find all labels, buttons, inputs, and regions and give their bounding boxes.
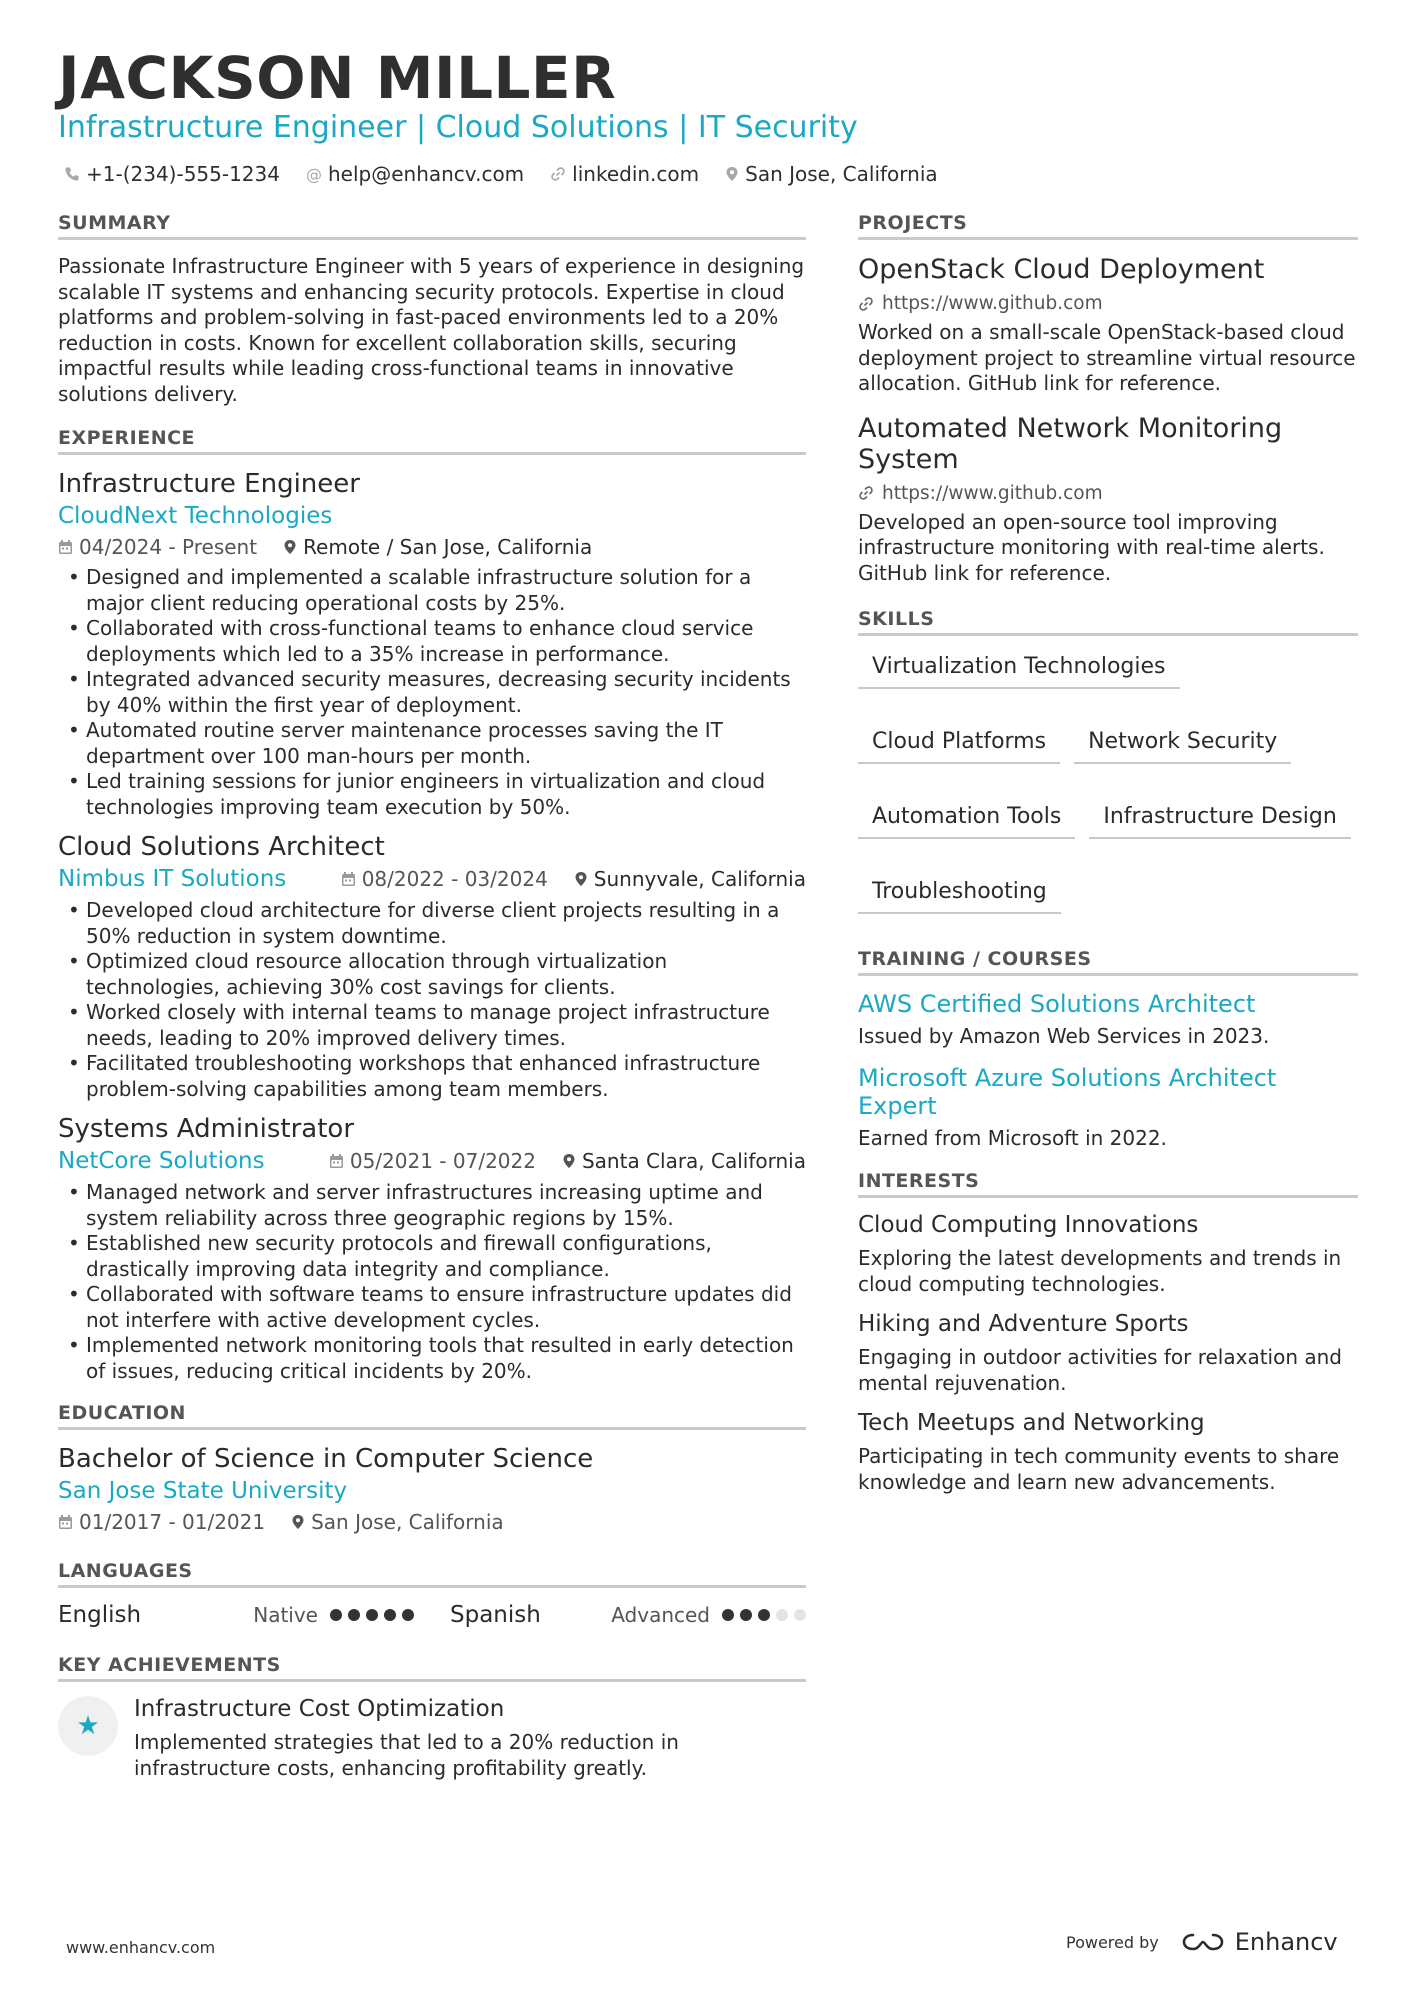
experience-section [58, 427, 806, 1384]
rating-dot-filled [330, 1609, 342, 1621]
education-dates-text: 01/2017 - 01/2021 [79, 1510, 266, 1534]
job-dates [341, 867, 548, 891]
project-text: Worked on a small-scale OpenStack-based cloud deployment project to streamline virtual resource allocation. GitHub link for reference. [858, 320, 1356, 395]
project-item [858, 413, 1358, 587]
job-bullets [58, 565, 806, 820]
job-bullet: • Led training sessions for junior engineers in virtualization and cloud technologies improving team execution by 50%. [58, 769, 806, 820]
education-location [291, 1510, 504, 1534]
job-entry [58, 1114, 806, 1384]
rating-dot-filled [366, 1609, 378, 1621]
training-section [858, 948, 1358, 1150]
interest-title: Cloud Computing Innovations [858, 1212, 1199, 1238]
rating-dot-filled [758, 1609, 770, 1621]
at-sign-icon: @ [305, 164, 322, 184]
achievement-text: Implemented strategies that led to a 20% reduction in infrastructure costs, enhancing profitability greatly. [134, 1730, 679, 1780]
experience-title: EXPERIENCE [58, 427, 806, 455]
job-entry [58, 469, 806, 820]
contact-location [725, 162, 938, 186]
job-bullet: • Designed and implemented a scalable infrastructure solution for a major client reducing operational costs by 25%. [58, 565, 806, 616]
job-company: CloudNext Technologies [58, 503, 333, 529]
languages-row [58, 1602, 806, 1628]
training-title: TRAINING / COURSES [858, 948, 1358, 976]
calendar-icon [329, 1153, 344, 1169]
contact-bar [64, 162, 938, 186]
skills-title: SKILLS [858, 608, 1358, 636]
interest-item [858, 1311, 1358, 1396]
language-level: Advanced [611, 1603, 710, 1627]
calendar-icon [58, 539, 73, 555]
summary-text: Passionate Infrastructure Engineer with 5 years of experience in designing scalable IT systems and enhancing security protocols. Expertise in cloud platforms and problem-solving in fast-paced environments led to a 20% reduction in costs. Known for excellent collaboration skills, securing impactful results while leading cross-functional teams in innovative solutions delivery. [58, 254, 805, 406]
education-location-text: San Jose, California [311, 1510, 504, 1534]
job-bullet: • Collaborated with software teams to ensure infrastructure updates did not interfere with active development cycles. [58, 1282, 806, 1333]
rating-dot-filled [402, 1609, 414, 1621]
education-title: EDUCATION [58, 1402, 806, 1430]
job-bullet: • Facilitated troubleshooting workshops that enhanced infrastructure problem-solving capabilities among team members. [58, 1051, 806, 1102]
job-bullet: • Automated routine server maintenance processes saving the IT department over 100 man-hours per month. [58, 718, 806, 769]
contact-email-text: help@enhancv.com [327, 162, 525, 186]
job-location [283, 535, 592, 559]
languages-section [58, 1560, 806, 1628]
interest-title: Tech Meetups and Networking [858, 1410, 1205, 1436]
achievement-title: Infrastructure Cost Optimization [134, 1696, 505, 1722]
job-entry [58, 832, 806, 1102]
footer-website[interactable]: www.enhancv.com [66, 1938, 216, 1957]
job-role: Systems Administrator [58, 1114, 355, 1144]
achievements-title: KEY ACHIEVEMENTS [58, 1654, 806, 1682]
language-rating [330, 1609, 414, 1621]
job-location-text: Remote / San Jose, California [303, 535, 593, 559]
job-location [574, 867, 806, 891]
project-item [858, 254, 1358, 397]
education-meta [58, 1510, 806, 1534]
job-bullet: • Implemented network monitoring tools that resulted in early detection of issues, reducing critical incidents by 20%. [58, 1333, 806, 1384]
job-role: Cloud Solutions Architect [58, 832, 385, 862]
skill-tag: Virtualization Technologies [858, 650, 1180, 689]
job-meta [341, 867, 806, 891]
skill-tag: Cloud Platforms [858, 725, 1060, 764]
link-icon [550, 166, 566, 182]
brand-name: Enhancv [1234, 1928, 1338, 1956]
course-title: Microsoft Azure Solutions Architect Expert [858, 1064, 1277, 1120]
summary-title: SUMMARY [58, 212, 806, 240]
rating-dot-filled [740, 1609, 752, 1621]
language-level: Native [253, 1603, 318, 1627]
job-location [562, 1149, 806, 1173]
project-title: OpenStack Cloud Deployment [858, 254, 1265, 285]
language-rating [722, 1609, 806, 1621]
job-company: Nimbus IT Solutions [58, 866, 287, 892]
candidate-name: JACKSON MILLER [58, 44, 617, 112]
map-pin-icon [574, 871, 588, 887]
contact-phone-text: +1-(234)-555-1234 [86, 162, 280, 186]
skill-tag: Troubleshooting [858, 875, 1061, 914]
summary-section [58, 212, 806, 407]
star-icon: ★ [58, 1696, 118, 1756]
left-column [58, 212, 806, 1781]
language-item [450, 1602, 806, 1628]
contact-phone[interactable] [64, 162, 280, 186]
right-column [858, 212, 1358, 1495]
language-name: English [58, 1602, 142, 1628]
course-text: Issued by Amazon Web Services in 2023. [858, 1024, 1270, 1048]
education-section [58, 1402, 806, 1534]
job-role: Infrastructure Engineer [58, 469, 360, 499]
job-location-text: Santa Clara, California [581, 1149, 806, 1173]
contact-linkedin[interactable] [550, 162, 699, 186]
project-text: Developed an open-source tool improving infrastructure monitoring with real-time alerts. GitHub link for reference. [858, 509, 1325, 585]
project-link[interactable] [858, 293, 1358, 314]
job-bullet: • Developed cloud architecture for diverse client projects resulting in a 50% reduction in system downtime. [58, 898, 806, 949]
job-bullets [58, 1180, 806, 1384]
achievement-item [58, 1696, 806, 1781]
calendar-icon [341, 871, 356, 887]
language-item [58, 1602, 414, 1628]
job-bullet: • Integrated advanced security measures, decreasing security incidents by 40% within the first year of deployment. [58, 667, 806, 718]
footer-branding [1066, 1928, 1338, 1956]
education-degree: Bachelor of Science in Computer Science [58, 1444, 594, 1474]
projects-title: PROJECTS [858, 212, 1358, 240]
skills-section [858, 608, 1358, 914]
course-text: Earned from Microsoft in 2022. [858, 1126, 1167, 1150]
job-meta [329, 1149, 806, 1173]
rating-dot-filled [722, 1609, 734, 1621]
map-pin-icon [283, 539, 297, 555]
job-company-row [58, 866, 806, 892]
job-dates [329, 1149, 536, 1173]
job-meta [58, 535, 806, 559]
interest-item [858, 1410, 1358, 1495]
course-title: AWS Certified Solutions Architect [858, 990, 1256, 1018]
skills-list [858, 650, 1358, 914]
enhancv-logo-icon [1181, 1931, 1225, 1953]
project-link-text: https://www.github.com [882, 293, 1103, 314]
project-title: Automated Network Monitoring System [858, 412, 1283, 475]
job-company: NetCore Solutions [58, 1148, 265, 1174]
map-pin-icon [562, 1153, 576, 1169]
phone-icon [64, 166, 80, 182]
education-dates [58, 1510, 265, 1534]
job-dates [58, 535, 257, 559]
skill-tag: Infrastructure Design [1089, 800, 1351, 839]
language-name: Spanish [450, 1602, 541, 1628]
interest-item [858, 1212, 1358, 1297]
map-pin-icon [725, 166, 739, 182]
skill-tag: Automation Tools [858, 800, 1075, 839]
brand-logo[interactable] [1181, 1928, 1338, 1956]
contact-linkedin-text: linkedin.com [572, 162, 700, 186]
job-bullet: • Managed network and server infrastructures increasing uptime and system reliability across three geographic regions by 15%. [58, 1180, 806, 1231]
job-bullet: • Established new security protocols and firewall configurations, drastically improving data integrity and compliance. [58, 1231, 806, 1282]
interests-title: INTERESTS [858, 1170, 1358, 1198]
rating-dot-empty [776, 1609, 788, 1621]
achievements-section [58, 1654, 806, 1781]
interests-section [858, 1170, 1358, 1495]
interest-title: Hiking and Adventure Sports [858, 1311, 1189, 1337]
link-icon [858, 296, 874, 312]
calendar-icon [58, 1514, 73, 1530]
education-school: San Jose State University [58, 1478, 348, 1504]
powered-by-label: Powered by [1066, 1932, 1159, 1952]
job-bullet: • Collaborated with cross-functional teams to enhance cloud service deployments which led to a 35% increase in performance. [58, 616, 806, 667]
job-dates-text: 04/2024 - Present [79, 535, 258, 559]
rating-dot-filled [384, 1609, 396, 1621]
job-dates-text: 05/2021 - 07/2022 [349, 1149, 536, 1173]
interest-text: Exploring the latest developments and trends in cloud computing technologies. [858, 1246, 1342, 1296]
skill-tag: Network Security [1074, 725, 1291, 764]
contact-location-text: San Jose, California [745, 162, 938, 186]
job-location-text: Sunnyvale, California [593, 867, 806, 891]
languages-title: LANGUAGES [58, 1560, 806, 1588]
job-company-row [58, 1148, 806, 1174]
contact-email[interactable] [306, 162, 524, 186]
interest-text: Engaging in outdoor activities for relaxation and mental rejuvenation. [858, 1345, 1343, 1395]
job-bullet: • Optimized cloud resource allocation through virtualization technologies, achieving 30% cost savings for clients. [58, 949, 806, 1000]
rating-dot-empty [794, 1609, 806, 1621]
job-bullets [58, 898, 806, 1102]
rating-dot-filled [348, 1609, 360, 1621]
projects-section [858, 212, 1358, 586]
job-dates-text: 08/2022 - 03/2024 [361, 867, 548, 891]
link-icon [858, 485, 874, 501]
headline: Infrastructure Engineer | Cloud Solutions | IT Security [58, 110, 858, 145]
job-bullet: • Worked closely with internal teams to manage project infrastructure needs, leading to 20% improved delivery times. [58, 1000, 806, 1051]
interest-text: Participating in tech community events to share knowledge and learn new advancements. [858, 1444, 1340, 1494]
project-link-text: https://www.github.com [882, 482, 1103, 504]
map-pin-icon [291, 1514, 305, 1530]
project-link[interactable] [858, 483, 1358, 504]
